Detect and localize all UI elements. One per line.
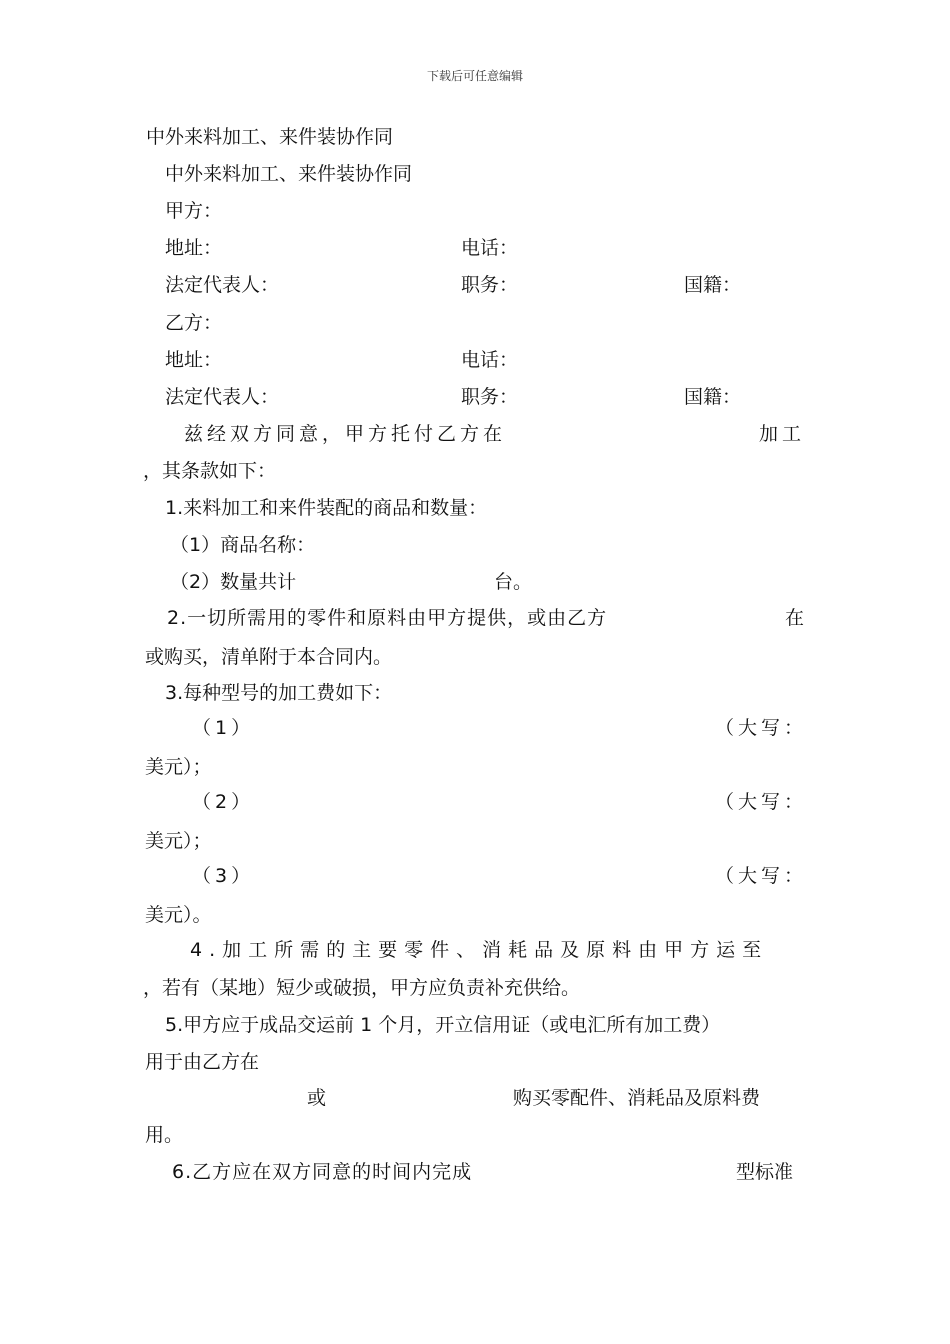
- clause-3-title: 3.每种型号的加工费如下：: [165, 682, 393, 704]
- clause-2-continuation: 或购买，清单附于本合同内。: [145, 646, 393, 668]
- clause-4-text: 4.加工所需的主要零件、消耗品及原料由甲方运至: [190, 939, 769, 961]
- party-a-label: 甲方：: [165, 200, 223, 222]
- document-subtitle: 中外来料加工、来件装协作同: [165, 163, 413, 185]
- party-a-rep: 法定代表人：: [165, 274, 280, 296]
- fee-3-number: （3）: [192, 865, 255, 887]
- clause-4-continuation: ，若有（某地）短少或破损，甲方应负责补充供给。: [143, 977, 581, 999]
- clause-1-item-2: （2）数量共计: [170, 571, 297, 593]
- clause-5-line-2: 用于由乙方在: [145, 1051, 260, 1073]
- intro-continuation: ，其条款如下：: [143, 460, 277, 482]
- party-a-phone: 电话：: [461, 237, 519, 259]
- party-b-phone: 电话：: [461, 349, 519, 371]
- party-a-address: 地址：: [165, 237, 223, 259]
- document-title: 中外来料加工、来件装协作同: [146, 126, 394, 148]
- fee-1-capital: （大写：: [715, 717, 808, 739]
- party-b-address: 地址：: [165, 349, 223, 371]
- page-header: 下载后可任意编辑: [426, 69, 523, 83]
- fee-2-capital: （大写：: [715, 791, 808, 813]
- clause-5-line-3: 购买零配件、消耗品及原料费: [513, 1087, 761, 1109]
- intro-text: 兹经双方同意，甲方托付乙方在: [184, 423, 507, 445]
- clause-1-title: 1.来料加工和来件装配的商品和数量：: [165, 497, 488, 519]
- fee-2-number: （2）: [192, 791, 255, 813]
- party-b-position: 职务：: [461, 386, 519, 408]
- clause-5-or: 或: [307, 1087, 327, 1109]
- party-a-position: 职务：: [461, 274, 519, 296]
- party-b-rep: 法定代表人：: [165, 386, 280, 408]
- fee-2-unit: 美元）；: [145, 830, 212, 852]
- fee-1-unit: 美元）；: [145, 756, 212, 778]
- fee-3-unit: 美元）。: [145, 904, 212, 926]
- party-b-label: 乙方：: [165, 312, 223, 334]
- clause-1-item-1: （1）商品名称：: [170, 534, 316, 556]
- clause-6-text: 6.乙方应在双方同意的时间内完成: [172, 1161, 473, 1183]
- clause-5-text: 5.甲方应于成品交运前 1 个月，开立信用证（或电汇所有加工费）: [165, 1014, 721, 1036]
- fee-1-number: （1）: [192, 717, 255, 739]
- fee-3-capital: （大写：: [715, 865, 808, 887]
- intro-right: 加工: [759, 423, 806, 445]
- party-b-nationality: 国籍：: [684, 386, 742, 408]
- clause-5-line-4: 用。: [145, 1124, 184, 1146]
- clause-1-item-2-unit: 台。: [494, 571, 533, 593]
- clause-2-right: 在: [785, 607, 805, 629]
- party-a-nationality: 国籍：: [684, 274, 742, 296]
- clause-2-text: 2.一切所需用的零件和原料由甲方提供，或由乙方: [167, 607, 608, 629]
- clause-6-right: 型标准: [736, 1161, 794, 1183]
